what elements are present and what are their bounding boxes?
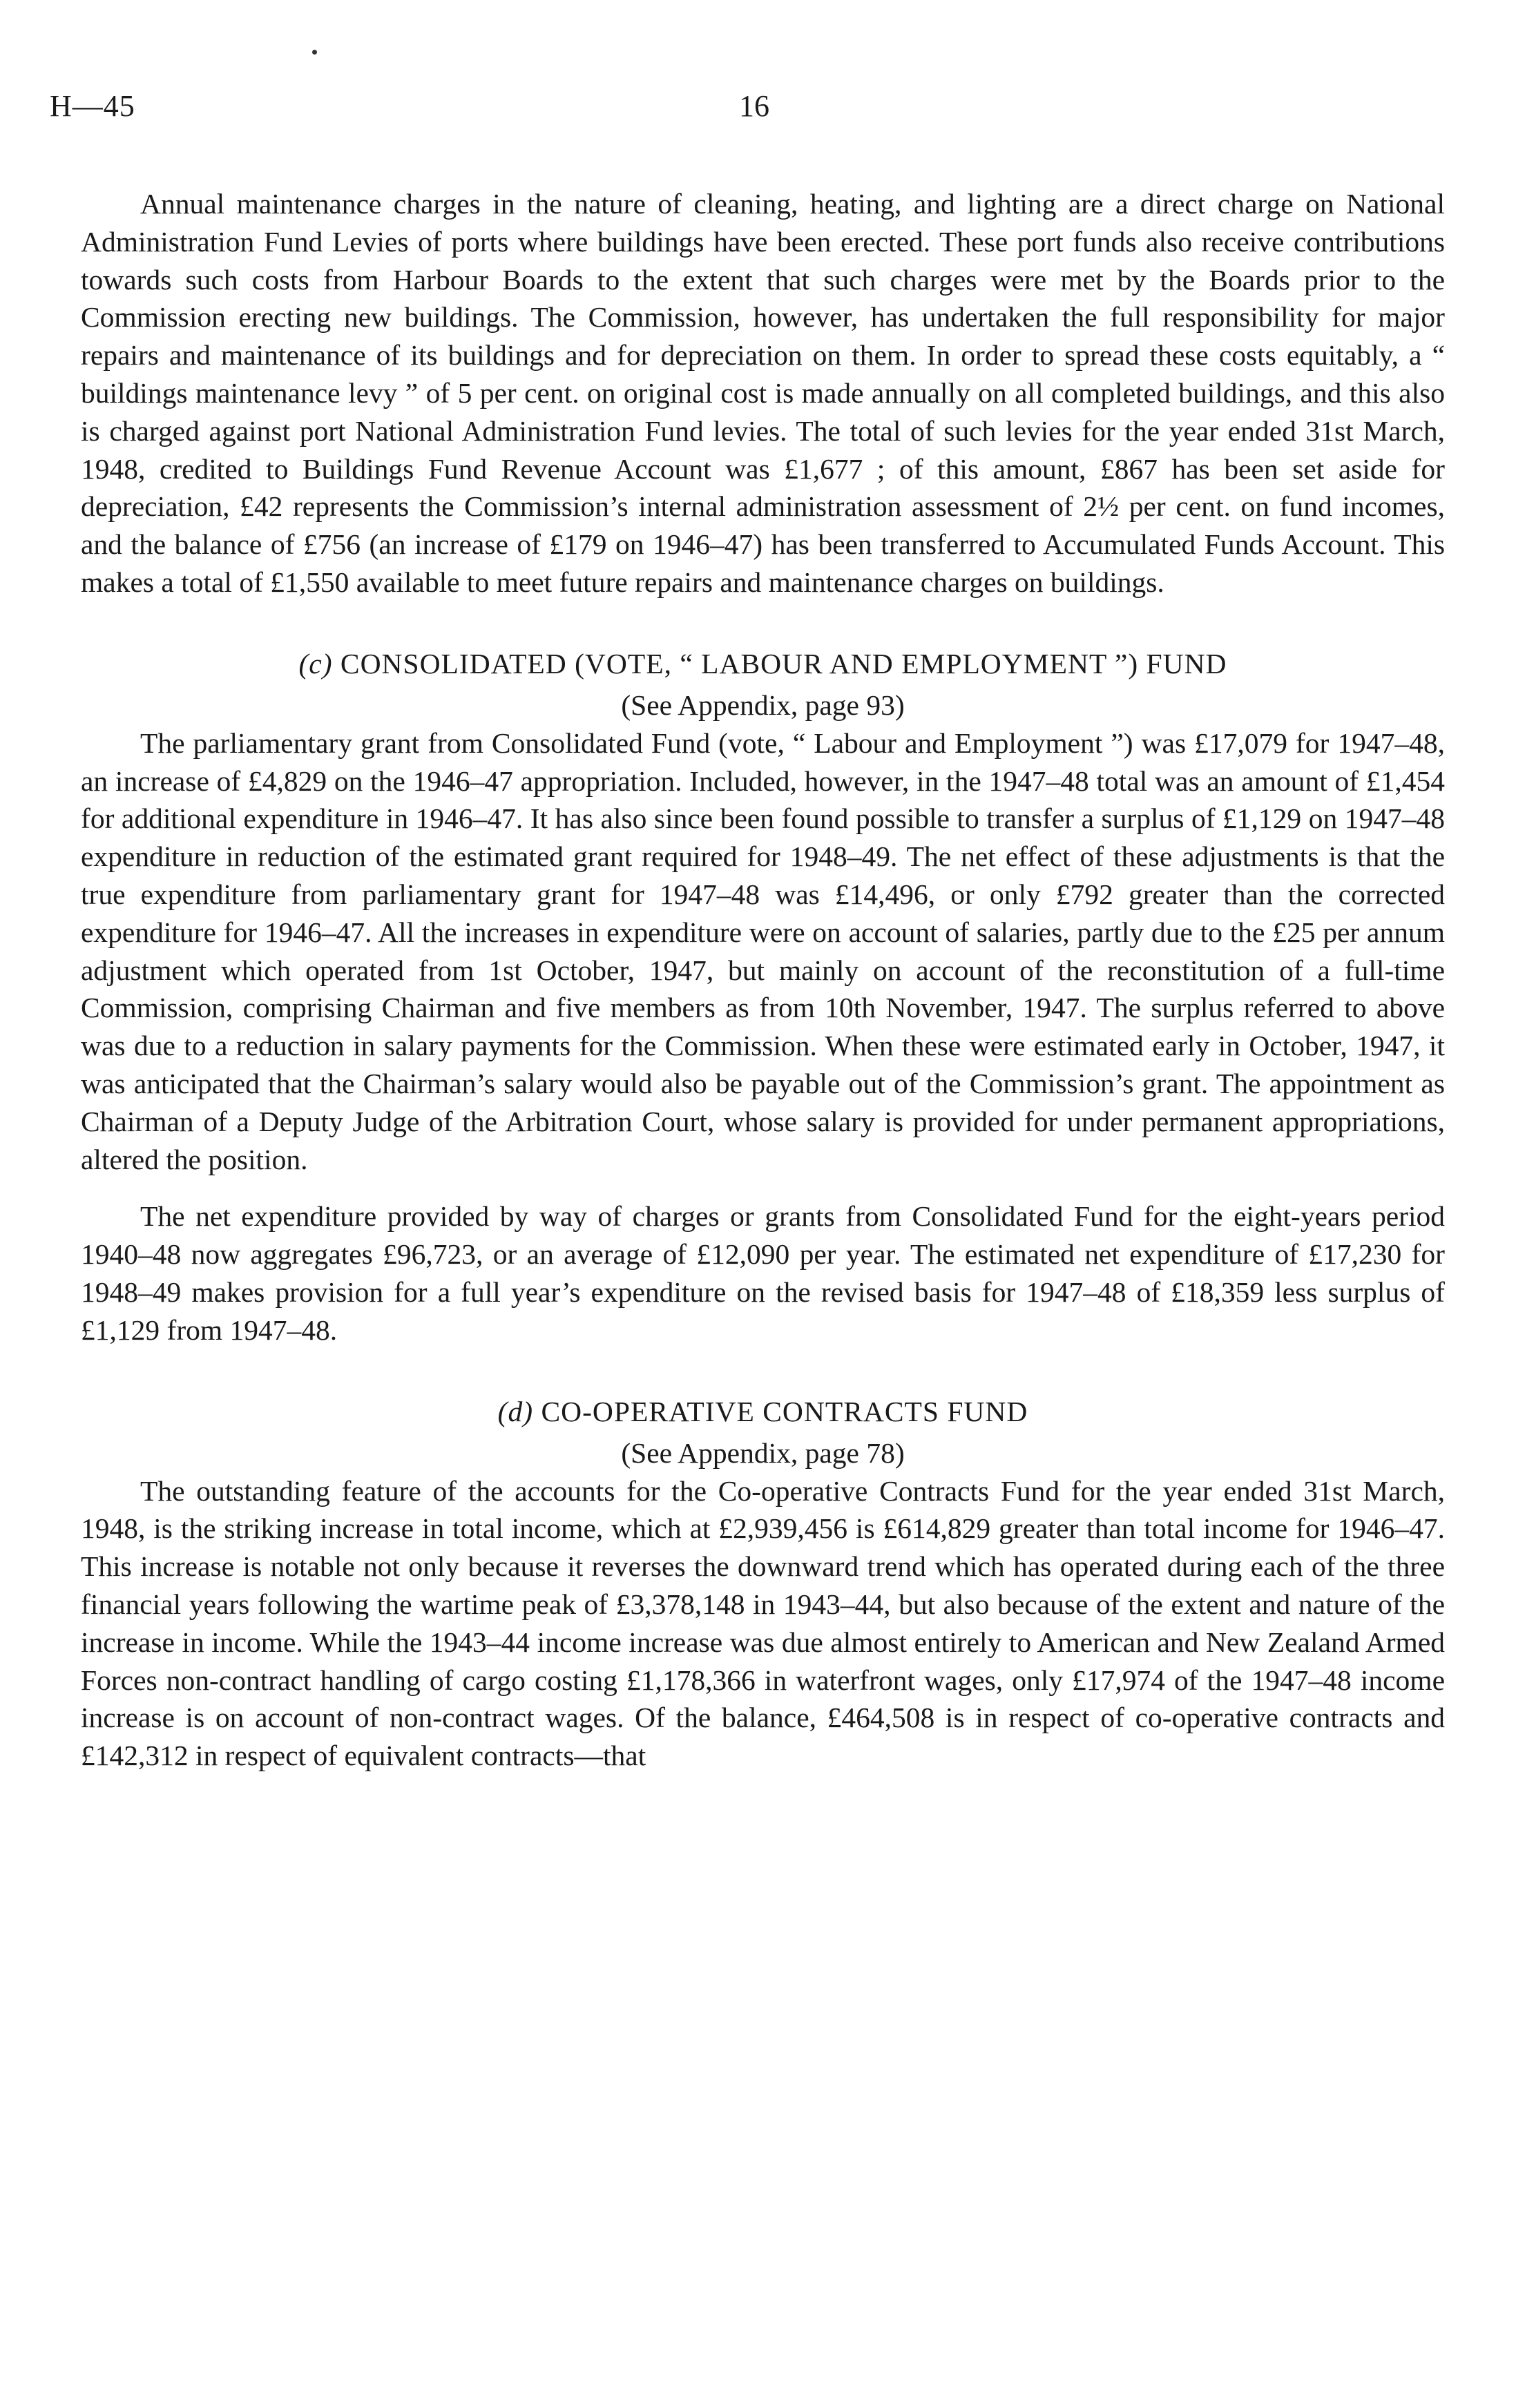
page-number: 16: [739, 89, 769, 123]
printer-dot: [312, 50, 317, 55]
document-body: [81, 185, 1445, 1775]
section-c-title: CONSOLIDATED (VOTE, “ LABOUR AND EMPLOYMENT ”) FUND: [332, 647, 1227, 680]
paragraph-buildings-maintenance: Annual maintenance charges in the nature of cleaning, heating, and lighting are a direct charge on National Administration Fund Levies of ports where buildings have been erected. These port funds also receive contributions towards such costs from Harbour Boards to the extent that such charges were met by the Boards prior to the Commission erecting new buildings. The Commission, however, has undertaken the full responsibility for major repairs and maintenance of its buildings and for depreciation on them. In order to spread these costs equitably, a “ buildings maintenance levy ” of 5 per cent. on original cost is made annually on all completed buildings, and this also is charged against port National Administration Fund levies. The total of such levies for the year ended 31st March, 1948, credited to Buildings Fund Revenue Account was £1,677 ; of this amount, £867 has been set aside for depreciation, £42 represents the Commission’s internal administration assessment of 2½ per cent. on fund incomes, and the balance of £756 (an increase of £179 on 1946–47) has been transferred to Accumulated Funds Account. This makes a total of £1,550 available to meet future repairs and maintenance charges on buildings.: [81, 188, 1445, 598]
section-spacer: [81, 601, 1445, 644]
section-spacer: [81, 1349, 1445, 1392]
section-d-heading: [81, 1392, 1445, 1431]
paragraph-cooperative-contracts: The outstanding feature of the accounts for the Co-operative Contracts Fund for the year ended 31st March, 1948, is the striking increase in total income, which at £2,939,456 is £614,829 greater than total income for 1946–47. This increase is notable not only because it reverses the downward trend which has operated during each of the three financial years following the wartime peak of £3,378,148 in 1943–44, but also because of the extent and nature of the increase in income. While the 1943–44 income increase was due almost entirely to American and New Zealand Armed Forces non-contract handling of cargo costing £1,178,366 in waterfront wages, only £17,974 of the 1947–48 income increase is on account of non-contract wages. Of the balance, £464,508 is in respect of co-operative contracts and £142,312 in respect of equivalent contracts—that: [81, 1474, 1445, 1772]
section-c-appendix-ref: (See Appendix, page 93): [621, 688, 905, 721]
section-d-label: (d): [497, 1395, 534, 1427]
section-c-heading: [81, 644, 1445, 683]
section-c-label: (c): [298, 647, 333, 680]
paragraph-spacer: [81, 1178, 1445, 1197]
document-reference: H—45: [50, 89, 135, 123]
section-d-appendix-ref: (See Appendix, page 78): [621, 1436, 905, 1469]
paragraph-consolidated-grant: The parliamentary grant from Consolidated Fund (vote, “ Labour and Employment ”) was £17,079 for 1947–48, an increase of £4,829 on the 1946–47 appropriation. Included, however, in the 1947–48 total was an amount of £1,454 for additional expenditure in 1946–47. It has also since been found possible to transfer a surplus of £1,129 on 1947–48 expenditure in reduction of the estimated grant required for 1948–49. The net effect of these adjustments is that the true expenditure from parliamentary grant for 1947–48 was £14,496, or only £792 greater than the corrected expenditure for 1946–47. All the increases in expenditure were on account of salaries, partly due to the £25 per annum adjustment which operated from 1st October, 1947, but mainly on account of the reconstitution of a full-time Commission, comprising Chairman and five members as from 10th November, 1947. The surplus referred to above was due to a reduction in salary payments for the Commission. When these were estimated early in October, 1947, it was anticipated that the Chairman’s salary would also be payable out of the Commission’s grant. The appointment as Chairman of a Deputy Judge of the Arbitration Court, whose salary is provided for under permanent appropriations, altered the position.: [81, 726, 1445, 1175]
section-d-title: CO-OPERATIVE CONTRACTS FUND: [533, 1395, 1028, 1427]
paragraph-consolidated-net-expenditure: The net expenditure provided by way of charges or grants from Consolidated Fund for the eight-years period 1940–48 now aggregates £96,723, or an average of £12,090 per year. The estimated net expenditure of £17,230 for 1948–49 makes provision for a full year’s expenditure on the revised basis for 1947–48 of £18,359 less surplus of £1,129 from 1947–48.: [81, 1200, 1445, 1346]
